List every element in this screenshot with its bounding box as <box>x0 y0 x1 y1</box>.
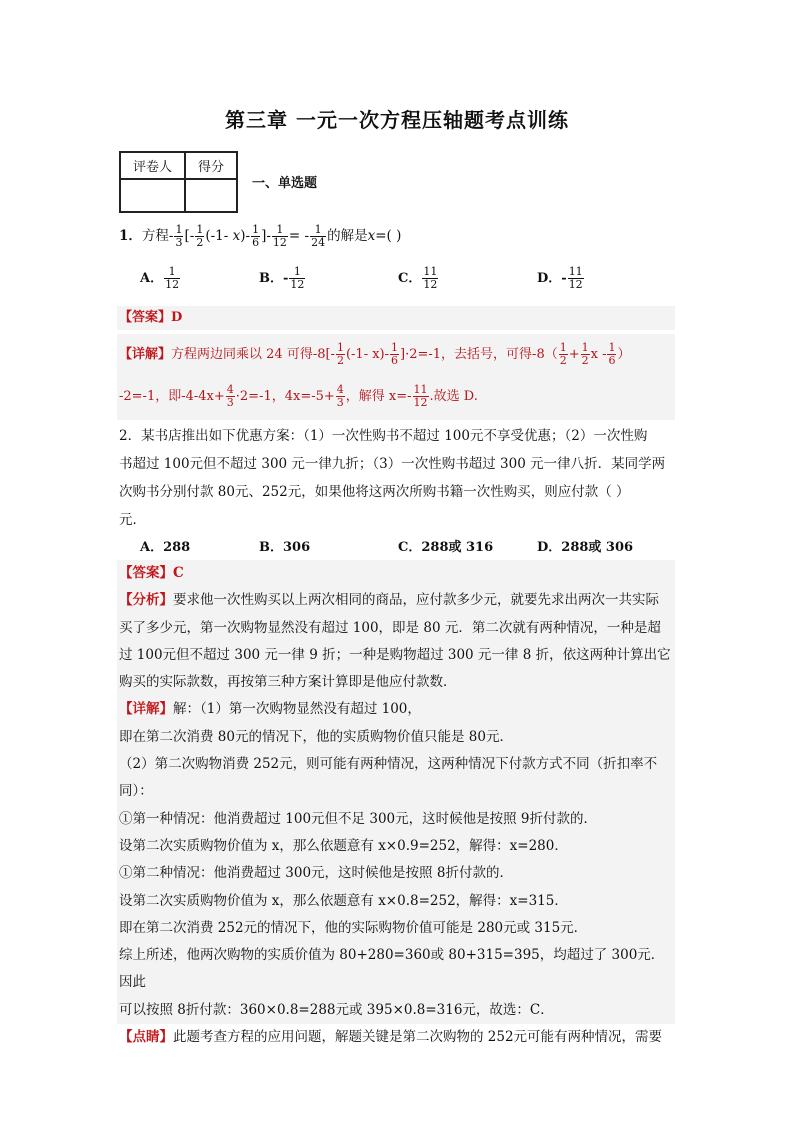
q2-answer-tag: 【答案】 <box>119 565 173 581</box>
page-title: 第三章 一元一次方程压轴题考点训练 <box>225 108 569 132</box>
q2-comment-tag: 【点睛】 <box>119 1029 173 1046</box>
score-table <box>119 151 238 213</box>
q2-answer-value: C <box>173 565 184 581</box>
question-2: 2．某书店推出如下优惠方案：（1）一次性购书不超过 100元不享受优惠；（2）一次性购 书超过 100元但不超过 300 元一律九折；（3）一次性购书超过 300 元一律八折．某同学两 次购书分别付款 80元、252元，如果他将这两次所购书籍一次性购买，则应付款（ ） 元． <box>119 428 666 528</box>
question-1-variable: x <box>367 228 376 244</box>
q1-option-b[interactable]: B．- $\frac{1}{12}$ <box>259 265 305 291</box>
q2-detail-tag: 【详解】 <box>119 701 173 718</box>
q1-answer-block <box>117 306 675 330</box>
score-table-score-header: 得分 <box>185 152 237 179</box>
q1-answer-value: D <box>171 310 183 325</box>
q1-option-d[interactable]: D．- $\frac{11}{12}$ <box>537 265 583 291</box>
q1-detail-block: 【详解】方程两边同乘以 24 可得-8[- $\frac{1}{2}$ (-1- x)- $\frac{1}{6}$ ]·2=-1，去括号，可得-8（ $\frac{1}{2}$ + $\frac{1}{2}$ x - $\frac{1}{6}$ ） -2=-1，即-4-4x+ $\frac{4}{3}$ ·2=-1，4x=-5+ $\frac{4}{3}$ ，解得 x=- $\frac{11}{12}$ .故选 D. <box>117 334 675 420</box>
q2-option-c[interactable]: C．288或 316 <box>398 540 494 555</box>
q1-answer-tag: 【答案】 <box>119 310 172 325</box>
q2-analysis-tag: 【分析】 <box>119 592 173 609</box>
q2-option-d[interactable]: D．288或 306 <box>537 540 634 555</box>
question-1-prefix: 方程 <box>141 228 169 244</box>
q1-option-c[interactable]: C． $\frac{11}{12}$ <box>398 265 438 291</box>
q2-option-b[interactable]: B．306 <box>259 540 311 555</box>
question-1-number: 1． <box>119 228 142 244</box>
score-table-reviewer-header: 评卷人 <box>120 152 185 179</box>
score-table-score-cell <box>185 179 237 212</box>
q2-solution-block: 【答案】C 【分析】要求他一次性购买以上两次相同的商品，应付款多少元，就要先求出两次一共实际 买了多少元，第一次购物显然没有超过 100，即是 80 元．第二次就有两种情况，一种是超 过 100元但不超过 300 元一律 9 折；一种是购物超过 300 元一律 8 折，依这两种计算出它 购买的实际款数，再按第三种方案计算即是他应付款数． 【详解】解：（1）第一次购物显然没有超过 100， 即在第二次消费 80元的情况下，他的实质购物价值只能是 80元． （2）第二次购物消费 252元，则可能有两种情况，这两种情况下付款方式不同（折扣率不 同）： ①第一种情况：他消费超过 100元但不足 300元，这时候他是按照 9折付款的． 设第二次实质购物价值为 x，那么依题意有 x×0.9=252，解得：x=280． ①第二种情况：他消费超过 300元，这时候他是按照 8折付款的． 设第二次实质购物价值为 x，那么依题意有 x×0.8=252，解得：x=315． 即在第二次消费 252元的情况下，他的实际购物价值可能是 280元或 315元． 综上所述，他两次购物的实质价值为 80+280=360或 80+315=395，均超过了 300元．因此 可以按照 8折付款：360×0.8=288元或 395×0.8=316元，故选：C． 【点睛】此题考查方程的应用问题，解题关键是第二次购物的 252元可能有两种情况，需要 <box>117 560 675 1024</box>
q1-detail-tag: 【详解】 <box>119 347 172 362</box>
question-1-paren: =( ) <box>375 228 402 244</box>
q1-option-a[interactable]: A． $\frac{1}{12}$ <box>140 265 180 291</box>
score-table-reviewer-cell <box>120 179 185 212</box>
section-heading: 一、单选题 <box>252 176 318 191</box>
question-1: 1．方程- $\frac{1}{3}$ [- $\frac{1}{2}$ (-1- x)- $\frac{1}{6}$ ]- $\frac{1}{12}$ = - $\frac{1}{24}$ 的解是x=( ) <box>119 223 402 249</box>
q2-option-a[interactable]: A．288 <box>140 540 191 555</box>
question-1-tail: 的解是 <box>327 228 368 244</box>
